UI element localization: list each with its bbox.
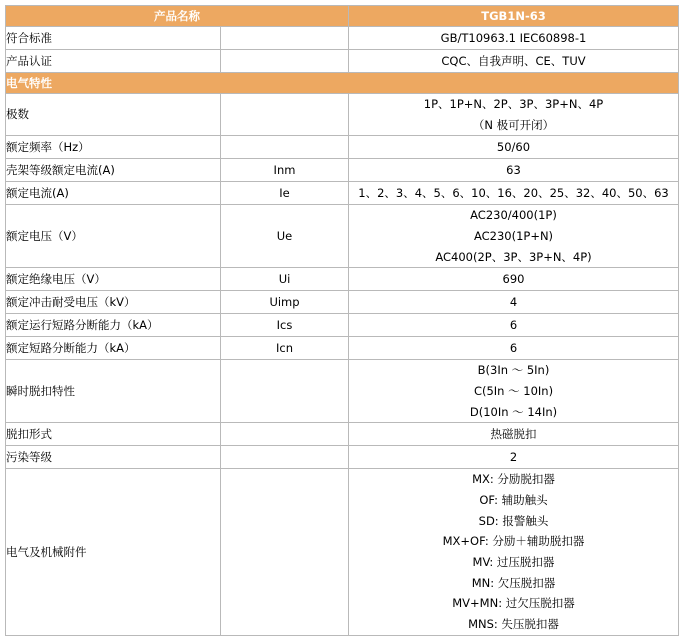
row-label: 壳架等级额定电流(A)	[6, 159, 221, 182]
table-row	[6, 136, 679, 159]
table-row	[6, 291, 679, 314]
row-label: 额定频率（Hz）	[6, 136, 221, 159]
value-line: MX: 分励脱扣器	[472, 472, 555, 487]
value-line: MNS: 失压脱扣器	[468, 617, 559, 632]
table-row	[6, 182, 679, 205]
value-line: MX+OF: 分励＋辅助脱扣器	[442, 534, 585, 549]
spec-sheet	[0, 5, 683, 632]
row-symbol: Uimp	[221, 291, 349, 314]
row-symbol: Ics	[221, 314, 349, 337]
table-row	[6, 268, 679, 291]
value-line: 热磁脱扣	[490, 427, 537, 442]
row-value	[349, 94, 679, 136]
value-line: GB/T10963.1 IEC60898-1	[440, 30, 587, 45]
value-line: D(10In ～ 14In)	[469, 404, 558, 419]
row-value	[349, 446, 679, 469]
section-header-row	[6, 73, 679, 94]
table-row	[6, 446, 679, 469]
value-line: AC230/400(1P)	[470, 208, 557, 223]
value-line: OF: 辅助触头	[479, 493, 548, 508]
row-value	[349, 182, 679, 205]
row-symbol	[221, 360, 349, 423]
row-value	[349, 50, 679, 73]
row-value	[349, 314, 679, 337]
row-label: 脱扣形式	[6, 423, 221, 446]
section-title: 电气特性	[6, 73, 679, 94]
row-label: 额定绝缘电压（V）	[6, 268, 221, 291]
value-line: MN: 欠压脱扣器	[471, 575, 556, 590]
row-symbol: Inm	[221, 159, 349, 182]
row-symbol: Ue	[221, 205, 349, 268]
row-value	[349, 423, 679, 446]
row-value	[349, 268, 679, 291]
row-label: 额定冲击耐受电压（kV）	[6, 291, 221, 314]
table-row	[6, 27, 679, 50]
value-line: CQC、自我声明、CE、TUV	[441, 53, 586, 68]
row-symbol	[221, 469, 349, 635]
row-value	[349, 291, 679, 314]
row-label: 产品认证	[6, 50, 221, 73]
value-line: 2	[509, 450, 518, 465]
row-value	[349, 27, 679, 50]
product-spec-table	[5, 5, 679, 636]
table-row	[6, 205, 679, 268]
row-symbol: Ui	[221, 268, 349, 291]
row-value	[349, 205, 679, 268]
row-symbol	[221, 27, 349, 50]
value-line: MV+MN: 过欠压脱扣器	[452, 596, 575, 611]
value-line: 6	[509, 341, 518, 356]
value-line: AC400(2P、3P、3P+N、4P)	[435, 249, 592, 264]
row-symbol	[221, 423, 349, 446]
row-label: 符合标准	[6, 27, 221, 50]
row-symbol: Ie	[221, 182, 349, 205]
row-value	[349, 337, 679, 360]
table-row	[6, 360, 679, 423]
value-line: 6	[509, 318, 518, 333]
table-row	[6, 50, 679, 73]
table-row	[6, 423, 679, 446]
value-line: C(5In ～ 10In)	[473, 384, 554, 399]
value-line: 50/60	[496, 140, 531, 154]
value-line: 63	[506, 163, 521, 177]
table-row	[6, 94, 679, 136]
row-value	[349, 159, 679, 182]
row-label: 污染等级	[6, 446, 221, 469]
value-line: 1、2、3、4、5、6、10、16、20、25、32、40、50、63	[358, 186, 669, 200]
table-row	[6, 469, 679, 635]
value-line: SD: 报警触头	[478, 513, 549, 528]
table-header-row	[6, 6, 679, 27]
row-symbol	[221, 136, 349, 159]
value-line: 690	[502, 272, 525, 287]
value-line: AC230(1P+N)	[473, 229, 554, 244]
row-label: 极数	[6, 94, 221, 136]
row-label: 额定短路分断能力（kA）	[6, 337, 221, 360]
row-value	[349, 469, 679, 635]
header-product-name: 产品名称	[6, 6, 349, 27]
row-symbol	[221, 446, 349, 469]
row-symbol	[221, 94, 349, 136]
header-model: TGB1N-63	[349, 6, 679, 27]
row-label: 额定电压（V）	[6, 205, 221, 268]
value-line: B(3In ～ 5In)	[477, 363, 550, 378]
row-label: 瞬时脱扣特性	[6, 360, 221, 423]
table-row	[6, 159, 679, 182]
value-line: MV: 过压脱扣器	[472, 555, 555, 570]
value-line: （N 极可开闭）	[472, 117, 555, 132]
row-symbol: Icn	[221, 337, 349, 360]
row-label: 电气及机械附件	[6, 469, 221, 635]
table-row	[6, 337, 679, 360]
row-label: 额定电流(A)	[6, 182, 221, 205]
row-value	[349, 136, 679, 159]
value-line: 1P、1P+N、2P、3P、3P+N、4P	[423, 97, 604, 111]
table-row	[6, 314, 679, 337]
row-value	[349, 360, 679, 423]
row-label: 额定运行短路分断能力（kA）	[6, 314, 221, 337]
value-line: 4	[509, 295, 518, 310]
row-symbol	[221, 50, 349, 73]
